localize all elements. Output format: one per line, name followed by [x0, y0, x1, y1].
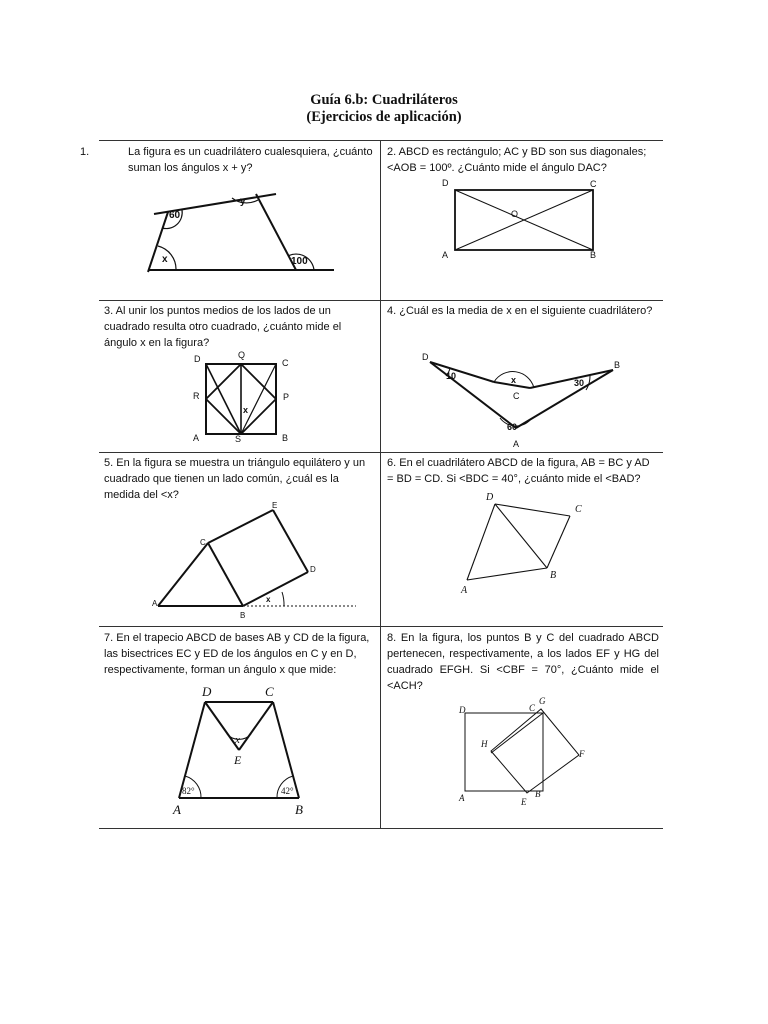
vertex-C: C	[282, 358, 289, 368]
problem-4-figure	[418, 350, 628, 450]
problem-8-text: 8. En la figura, los puntos B y C del cuadrado ABCD pertenecen, respectivamente, a los lados EF y HG del cuadrado EFGH. Si <CBF = 70°, ¿Cuánto mide el <ACH?	[387, 632, 659, 692]
vertex-A: A	[173, 802, 181, 817]
vertex-B: B	[550, 570, 557, 581]
label-82: 82°	[182, 786, 195, 796]
table-row-divider	[99, 300, 663, 301]
label-x: x	[243, 405, 249, 415]
vertex-A: A	[152, 599, 158, 608]
vertex-B: B	[535, 789, 541, 799]
vertex-D: D	[442, 178, 449, 188]
problem-7-figure	[165, 682, 315, 822]
vertex-A: A	[442, 250, 449, 260]
problem-3-text: 3. Al unir los puntos medios de los lados de un cuadrado resulta otro cuadrado, ¿cuánto mide el ángulo x en la figura?	[104, 305, 342, 349]
problem-1-text: 1. La figura es un cuadrilátero cualesquiera, ¿cuánto suman los ángulos x + y?	[80, 146, 373, 174]
vertex-C: C	[575, 504, 582, 515]
label-x: x	[162, 254, 168, 265]
label-x: x	[266, 595, 271, 604]
vertex-B: B	[614, 360, 621, 370]
page-subtitle: (Ejercicios de aplicación)	[306, 109, 462, 125]
vertex-C: C	[513, 391, 520, 401]
vertex-D: D	[202, 684, 212, 699]
table-row-divider	[99, 626, 663, 627]
vertex-A: A	[193, 433, 200, 443]
vertex-D: D	[459, 705, 466, 715]
vertex-C: C	[590, 179, 597, 189]
vertex-D: D	[486, 492, 494, 503]
vertex-G: G	[539, 696, 546, 706]
vertex-D: D	[422, 352, 429, 362]
vertex-B: B	[240, 611, 246, 620]
label-10: 10	[446, 371, 457, 381]
point-P: P	[283, 392, 290, 402]
label-y: y	[240, 196, 246, 207]
table-top-border	[99, 140, 663, 141]
vertex-A: A	[459, 793, 465, 803]
problem-8-figure	[455, 695, 595, 810]
problem-4-text: 4. ¿Cuál es la media de x en el siguiente cuadrilátero?	[387, 305, 653, 317]
label-60: 60	[507, 422, 518, 432]
vertex-C: C	[529, 703, 536, 713]
vertex-C: C	[265, 684, 274, 699]
problem-6-figure	[455, 488, 605, 598]
table-bottom-border	[99, 828, 663, 829]
vertex-A: A	[461, 585, 468, 596]
point-R: R	[193, 391, 200, 401]
problem-2-text: 2. ABCD es rectángulo; AC y BD son sus diagonales; <AOB = 100º. ¿Cuánto mide el ángulo DAC?	[387, 146, 647, 174]
problem-5-figure	[148, 500, 358, 622]
point-E: E	[234, 753, 242, 767]
label-x: x	[511, 375, 517, 385]
label-100: 100	[291, 256, 308, 267]
problem-3-figure	[190, 350, 300, 445]
vertex-B: B	[282, 433, 289, 443]
vertex-B: B	[590, 250, 597, 260]
table-column-divider	[380, 141, 381, 829]
vertex-E: E	[272, 501, 278, 510]
problem-1-figure	[148, 190, 338, 275]
label-42: 42°	[281, 786, 294, 796]
label-x: x	[235, 734, 240, 746]
vertex-F: F	[579, 749, 585, 759]
page-title: Guía 6.b: Cuadriláteros	[310, 92, 458, 108]
problem-5-text: 5. En la figura se muestra un triángulo equilátero y un cuadrado que tienen un lado común, ¿cuál es la medida del <x?	[104, 457, 366, 501]
vertex-A: A	[513, 439, 520, 449]
point-S: S	[235, 434, 242, 444]
table-row-divider	[99, 452, 663, 453]
vertex-C: C	[200, 538, 206, 547]
label-60: 60	[169, 210, 181, 221]
problem-6-text: 6. En el cuadrilátero ABCD de la figura, AB = BC y AD = BD = CD. Si <BDC = 40°, ¿cuánto mide el <BAD?	[387, 457, 650, 485]
problem-7-text: 7. En el trapecio ABCD de bases AB y CD de la figura, las bisectrices EC y ED de los ángulos en C y en D, respectivamente, forman un ángulo x que mide:	[104, 632, 370, 676]
point-Q: Q	[238, 350, 246, 360]
problem-2-figure	[440, 178, 610, 263]
vertex-B: B	[295, 802, 303, 817]
vertex-D: D	[194, 354, 201, 364]
vertex-E: E	[521, 797, 527, 807]
vertex-D: D	[310, 565, 316, 574]
vertex-H: H	[481, 739, 488, 749]
label-30: 30	[574, 378, 585, 388]
point-O: O	[511, 209, 519, 219]
